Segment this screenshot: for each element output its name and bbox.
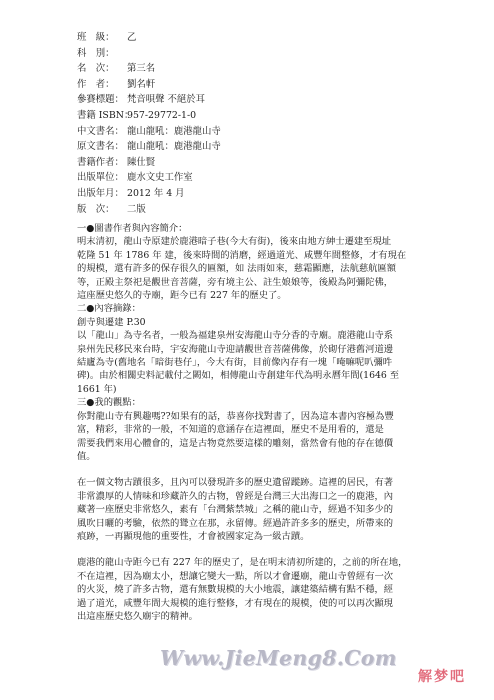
- meta-label: 參賽標題：: [77, 94, 124, 106]
- meta-value: 劉名軒: [127, 78, 156, 90]
- section-heading-intro: 一●圖書作者與內容簡介：: [77, 223, 188, 234]
- paragraph-line: 這座歷史悠久的寺廟，距今已有 227 年的歷史了。: [77, 290, 287, 302]
- paragraph-line: 1661 年): [77, 383, 117, 395]
- meta-row: [77, 155, 437, 171]
- metadata-block: [77, 30, 437, 217]
- meta-label: 名 次：: [77, 63, 115, 75]
- meta-value: 鹿水文史工作室: [127, 172, 193, 184]
- meta-row: [77, 139, 437, 155]
- meta-row: [77, 77, 437, 93]
- paragraph-line: 等，正殿主祭祀是觀世音菩薩，旁有境主公、註生娘娘等，後殿為阿彌陀佛，: [77, 276, 394, 288]
- paragraph-line: 富，精彩，非常的一般，不知道的意涵存在這裡面，歷史不是用看的，還是: [77, 424, 384, 436]
- document-body: [77, 222, 439, 623]
- meta-row: [77, 30, 437, 46]
- meta-value: 957-29772-1-0: [127, 109, 197, 121]
- paragraph-line: 的火災，燒了許多古物，還有無數規模的大小地震，讓建築結構有點不穩，經: [77, 584, 394, 596]
- meta-row: [77, 202, 437, 218]
- paragraph-line: 結廬為寺(舊地名「暗街巷仔」，今大有街，目前像內存有一塊「唵嘛呢叭彌吽: [77, 357, 393, 369]
- meta-label: 版 次：: [77, 203, 115, 215]
- meta-label: 班 級：: [77, 32, 115, 43]
- meta-label: 書籍 ISBN：: [77, 109, 134, 121]
- meta-row: [77, 186, 437, 202]
- meta-row: [77, 170, 437, 186]
- excerpt-subheading: 創寺與遷建 P.30: [77, 316, 146, 328]
- paragraph-line: 藏著一座歷史非常悠久，素有「台灣紫禁城」之稱的龍山寺，經過不知多少的: [77, 504, 394, 516]
- paragraph-line: 乾隆 51 年 1786 年 建，後來時間的消磨，經過道光、咸豐年間整修，才有現在: [77, 249, 407, 261]
- paragraph-line: 你對龍山寺有興趣嗎??如果有的話，恭喜你找對書了，因為這本書內容極為豐: [77, 410, 394, 422]
- meta-label: 作 者：: [77, 78, 115, 90]
- meta-label: 書籍作者：: [77, 156, 124, 168]
- paragraph-line: 非常濃厚的人情味和珍藏許久的古物，曾經是台灣三大出海口之一的鹿港，內: [77, 490, 394, 502]
- paragraph-line: 需要我們來用心體會的，這是古物竟然要這樣的雕刻，當然會有他的存在德價: [77, 437, 394, 449]
- meta-row: [77, 61, 437, 77]
- meta-label: 出版年月：: [77, 187, 124, 199]
- meta-value: 第三名: [127, 63, 156, 75]
- meta-value: 龍山龍吼：鹿港龍山寺: [127, 125, 221, 137]
- meta-value: 陳仕賢: [127, 156, 156, 168]
- paragraph-line: 的規模，還有許多的保存很久的匾額，如 法雨如來，慈霜顯應，法航慈航匾額: [77, 263, 397, 275]
- paragraph-line: 以「龍山」為寺名者，一般為福建泉州安海龍山寺分香的寺廟。鹿港龍山寺系: [77, 330, 394, 342]
- meta-row: [77, 108, 437, 124]
- meta-row: [77, 92, 437, 108]
- watermark-logo-text: 解梦吧: [418, 669, 466, 685]
- section-heading-excerpt: 二●內容摘錄：: [77, 303, 141, 315]
- meta-value: 梵音唄聲 不絕於耳: [127, 94, 205, 106]
- paragraph-line: 在一個文物古蹟很多，且內可以發現許多的歷史遺留蹤跡。這裡的居民，有著: [77, 477, 394, 489]
- meta-row: [77, 46, 437, 62]
- paragraph-line: 風吹日曬的考驗，依然的聳立在那，永留傳。經過許許多多的歷史，所帶來的: [77, 517, 394, 529]
- watermark: [160, 646, 490, 686]
- paragraph-line: 明末清初，龍山寺原建於鹿港暗子巷(今大有街)，後來由地方紳士遷建至現址: [77, 236, 392, 248]
- meta-label: 出版單位：: [77, 172, 124, 184]
- meta-value: 二版: [127, 203, 146, 215]
- paragraph-line: 痕跡，一再顯現他的重要性，才會被國家定為一級古蹟。: [77, 530, 310, 542]
- paragraph-line: 過了道光，咸豐年間大規模的進行整修，才有現在的規模，使的可以再次顯現: [77, 597, 394, 609]
- watermark-url: Www.JieMeng8.Com: [160, 646, 397, 670]
- paragraph-line: 出這座歷史悠久廟宇的精神。: [77, 610, 198, 622]
- meta-value: 龍山龍吼：鹿港龍山寺: [127, 141, 221, 153]
- meta-value: 乙: [127, 32, 137, 43]
- paragraph-line: 泉州先民移民來台時，宇安海龍山寺迎請觀世音菩薩佛像，於砌仔港舊河道邊: [77, 343, 394, 355]
- section-heading-opinion: 三●我的觀點：: [77, 397, 141, 409]
- paragraph-line: 不在這裡，因為廟太小，想讓它變大一點，所以才會遷廟，龍山寺曾經有一次: [77, 570, 394, 582]
- meta-label: 中文書名：: [77, 125, 124, 137]
- meta-label: 科 別：: [77, 47, 115, 59]
- paragraph-line: 值。: [77, 450, 96, 462]
- meta-row: [77, 124, 437, 140]
- meta-value: 2012 年 4 月: [127, 187, 185, 199]
- paragraph-line: 碑)。由於相關史料記載付之闕如，相傳龍山寺創建年代為明永曆年間(1646 至: [77, 370, 400, 382]
- meta-label: 原文書名：: [77, 141, 124, 153]
- paragraph-line: 鹿港的龍山寺距今已有 227 年的歷史了，是在明末清初所建的，之前的所在地，: [77, 557, 408, 569]
